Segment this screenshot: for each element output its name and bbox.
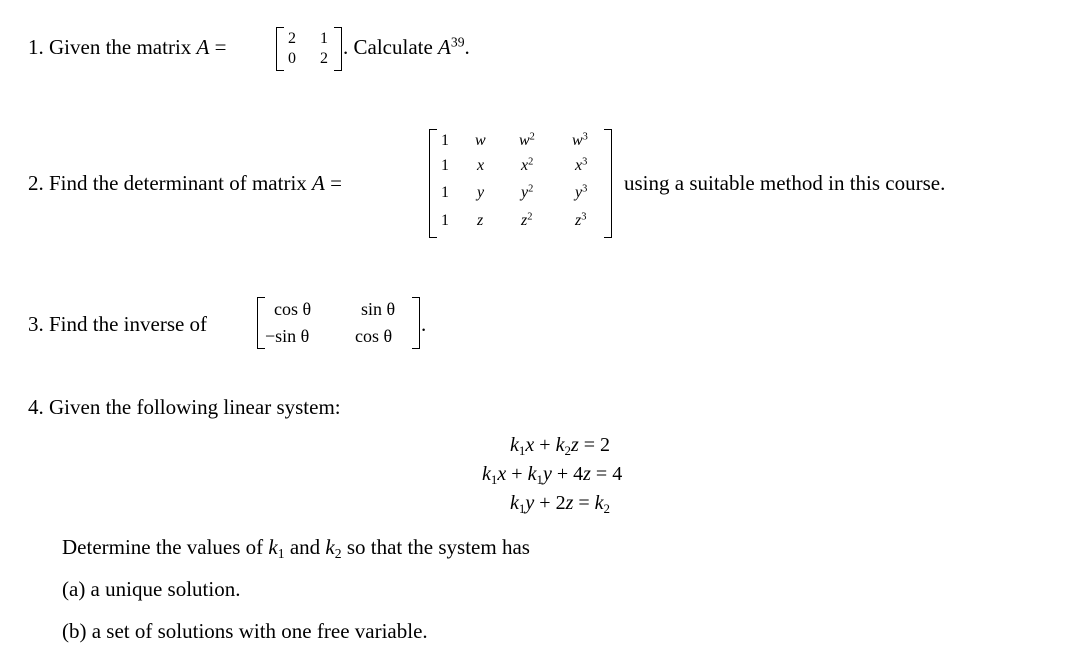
equation-3: $k_1y + 2z = k_2$: [510, 492, 611, 516]
q2-m20: 1: [441, 184, 449, 201]
right-bracket: [604, 129, 612, 238]
q4-determine: Determine the values of $k_1$ and $k_2$ so that the system has: [62, 535, 530, 562]
q2-prefix: 2. Find the determinant of matrix: [28, 171, 307, 195]
q2-suffix: using a suitable method in this course.: [624, 171, 946, 195]
left-bracket: [276, 27, 284, 71]
q1-var: A: [196, 35, 210, 59]
q1-matrix: [276, 27, 342, 71]
q4-part-b: (b) a set of solutions with one free variable.: [62, 619, 428, 643]
q2-m21: y: [477, 184, 485, 201]
q3-matrix: [257, 297, 420, 349]
q1-m11: 2: [320, 50, 328, 67]
q3-m01: sin θ: [361, 299, 396, 319]
q2-m03: $w^3$: [572, 131, 588, 149]
q2-m02: $w^2$: [519, 131, 535, 149]
question-3: 3. Find the inverse of: [28, 312, 208, 336]
q2-matrix: [429, 129, 612, 238]
q2-m32: $z^2$: [521, 211, 533, 229]
q3-m00: cos θ: [274, 299, 312, 319]
q1-power-exp: 39: [450, 34, 465, 50]
q2-m30: 1: [441, 212, 449, 229]
q1-tail: [343, 34, 470, 59]
q2-m01: w: [475, 132, 486, 149]
q1-after: . Calculate: [343, 35, 433, 59]
q2-m00: 1: [441, 132, 449, 149]
q2-eq: =: [330, 171, 342, 195]
q1-end: .: [464, 35, 470, 59]
equation-1: $k_1x + k_2z = 2$: [510, 434, 611, 458]
left-bracket: [257, 297, 265, 349]
q2-m23: $y^3$: [575, 183, 588, 201]
q3-m11: cos θ: [355, 326, 393, 346]
q4-part-a: (a) a unique solution.: [62, 577, 241, 601]
q2-m33: $z^3$: [575, 211, 587, 229]
q1-eq: =: [214, 35, 227, 59]
q2-var: A: [312, 171, 325, 195]
q2-m11: x: [477, 157, 485, 174]
left-bracket: [429, 129, 437, 238]
question-1: [28, 37, 226, 58]
right-bracket: [412, 297, 420, 349]
q2-m12: $x^2$: [521, 156, 534, 174]
question-2: [28, 173, 342, 194]
q2-m31: z: [477, 212, 484, 229]
q1-prefix: 1. Given the matrix: [28, 35, 192, 59]
right-bracket: [334, 27, 342, 71]
q2-m13: $x^3$: [575, 156, 588, 174]
q1-m01: 1: [320, 30, 328, 47]
question-4: 4. Given the following linear system:: [28, 395, 341, 419]
q3-m10: −sin θ: [265, 326, 310, 346]
q1-power-base: A: [438, 35, 451, 59]
q3-end: .: [421, 312, 427, 336]
equation-2: $k_1x + k_1y + 4z = 4$: [482, 463, 623, 487]
q1-m00: 2: [288, 30, 296, 47]
q2-m22: $y^2$: [521, 183, 534, 201]
q1-m10: 0: [288, 50, 296, 67]
q2-m10: 1: [441, 157, 449, 174]
